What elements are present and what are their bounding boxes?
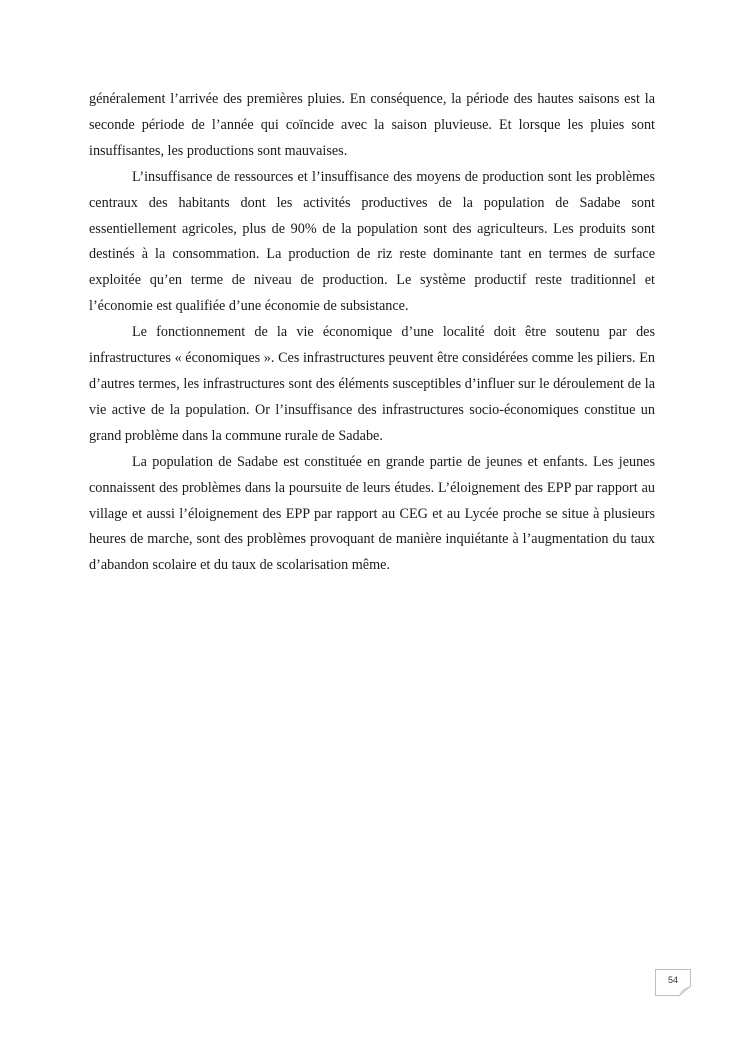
paragraph-3: Le fonctionnement de la vie économique d’une localité doit être soutenu par des infrastructures « économiques ». Ces infrastructures peuvent être considérées comme les piliers. En d’autres termes, les infrastructures sont des éléments susceptibles d’influer sur le déroulement de la vie active de la population. Or l’insuffisance des infrastructures socio-économiques constitue un grand problème dans la commune rurale de Sadabe. (89, 324, 655, 444)
paragraph-4: La population de Sadabe est constituée en grande partie de jeunes et enfants. Les jeunes connaissent des problèmes dans la poursuite de leurs études. L’éloignement des EPP par rapport au village et aussi l’éloignement des EPP par rapport au CEG et au Lycée proche se situe à plusieurs heures de marche, sont des problèmes provoquant de manière inquiétante à l’augmentation du taux d’abandon scolaire et du taux de scolarisation même. (89, 453, 655, 574)
page-number: 54 (667, 975, 678, 985)
page-number-box (655, 969, 691, 996)
body-text (89, 87, 655, 579)
paragraph-2: L’insuffisance de ressources et l’insuffisance des moyens de production sont les problèmes centraux des habitants dont les activités productives de la population de Sadabe sont essentiellement agricoles, plus de 90% de la population sont des agriculteurs. Les produits sont destinés à la consommation. La production de riz reste dominante tant en termes de surface exploitée qu’en terme de niveau de production. Le système productif reste traditionnel et l’économie est qualifiée d’une économie de subsistance. (89, 168, 655, 315)
paragraph-1: généralement l’arrivée des premières pluies. En conséquence, la période des hautes saisons est la seconde période de l’année qui coïncide avec la saison pluvieuse. Et lorsque les pluies sont insuffisantes, les productions sont mauvaises. (89, 91, 655, 159)
